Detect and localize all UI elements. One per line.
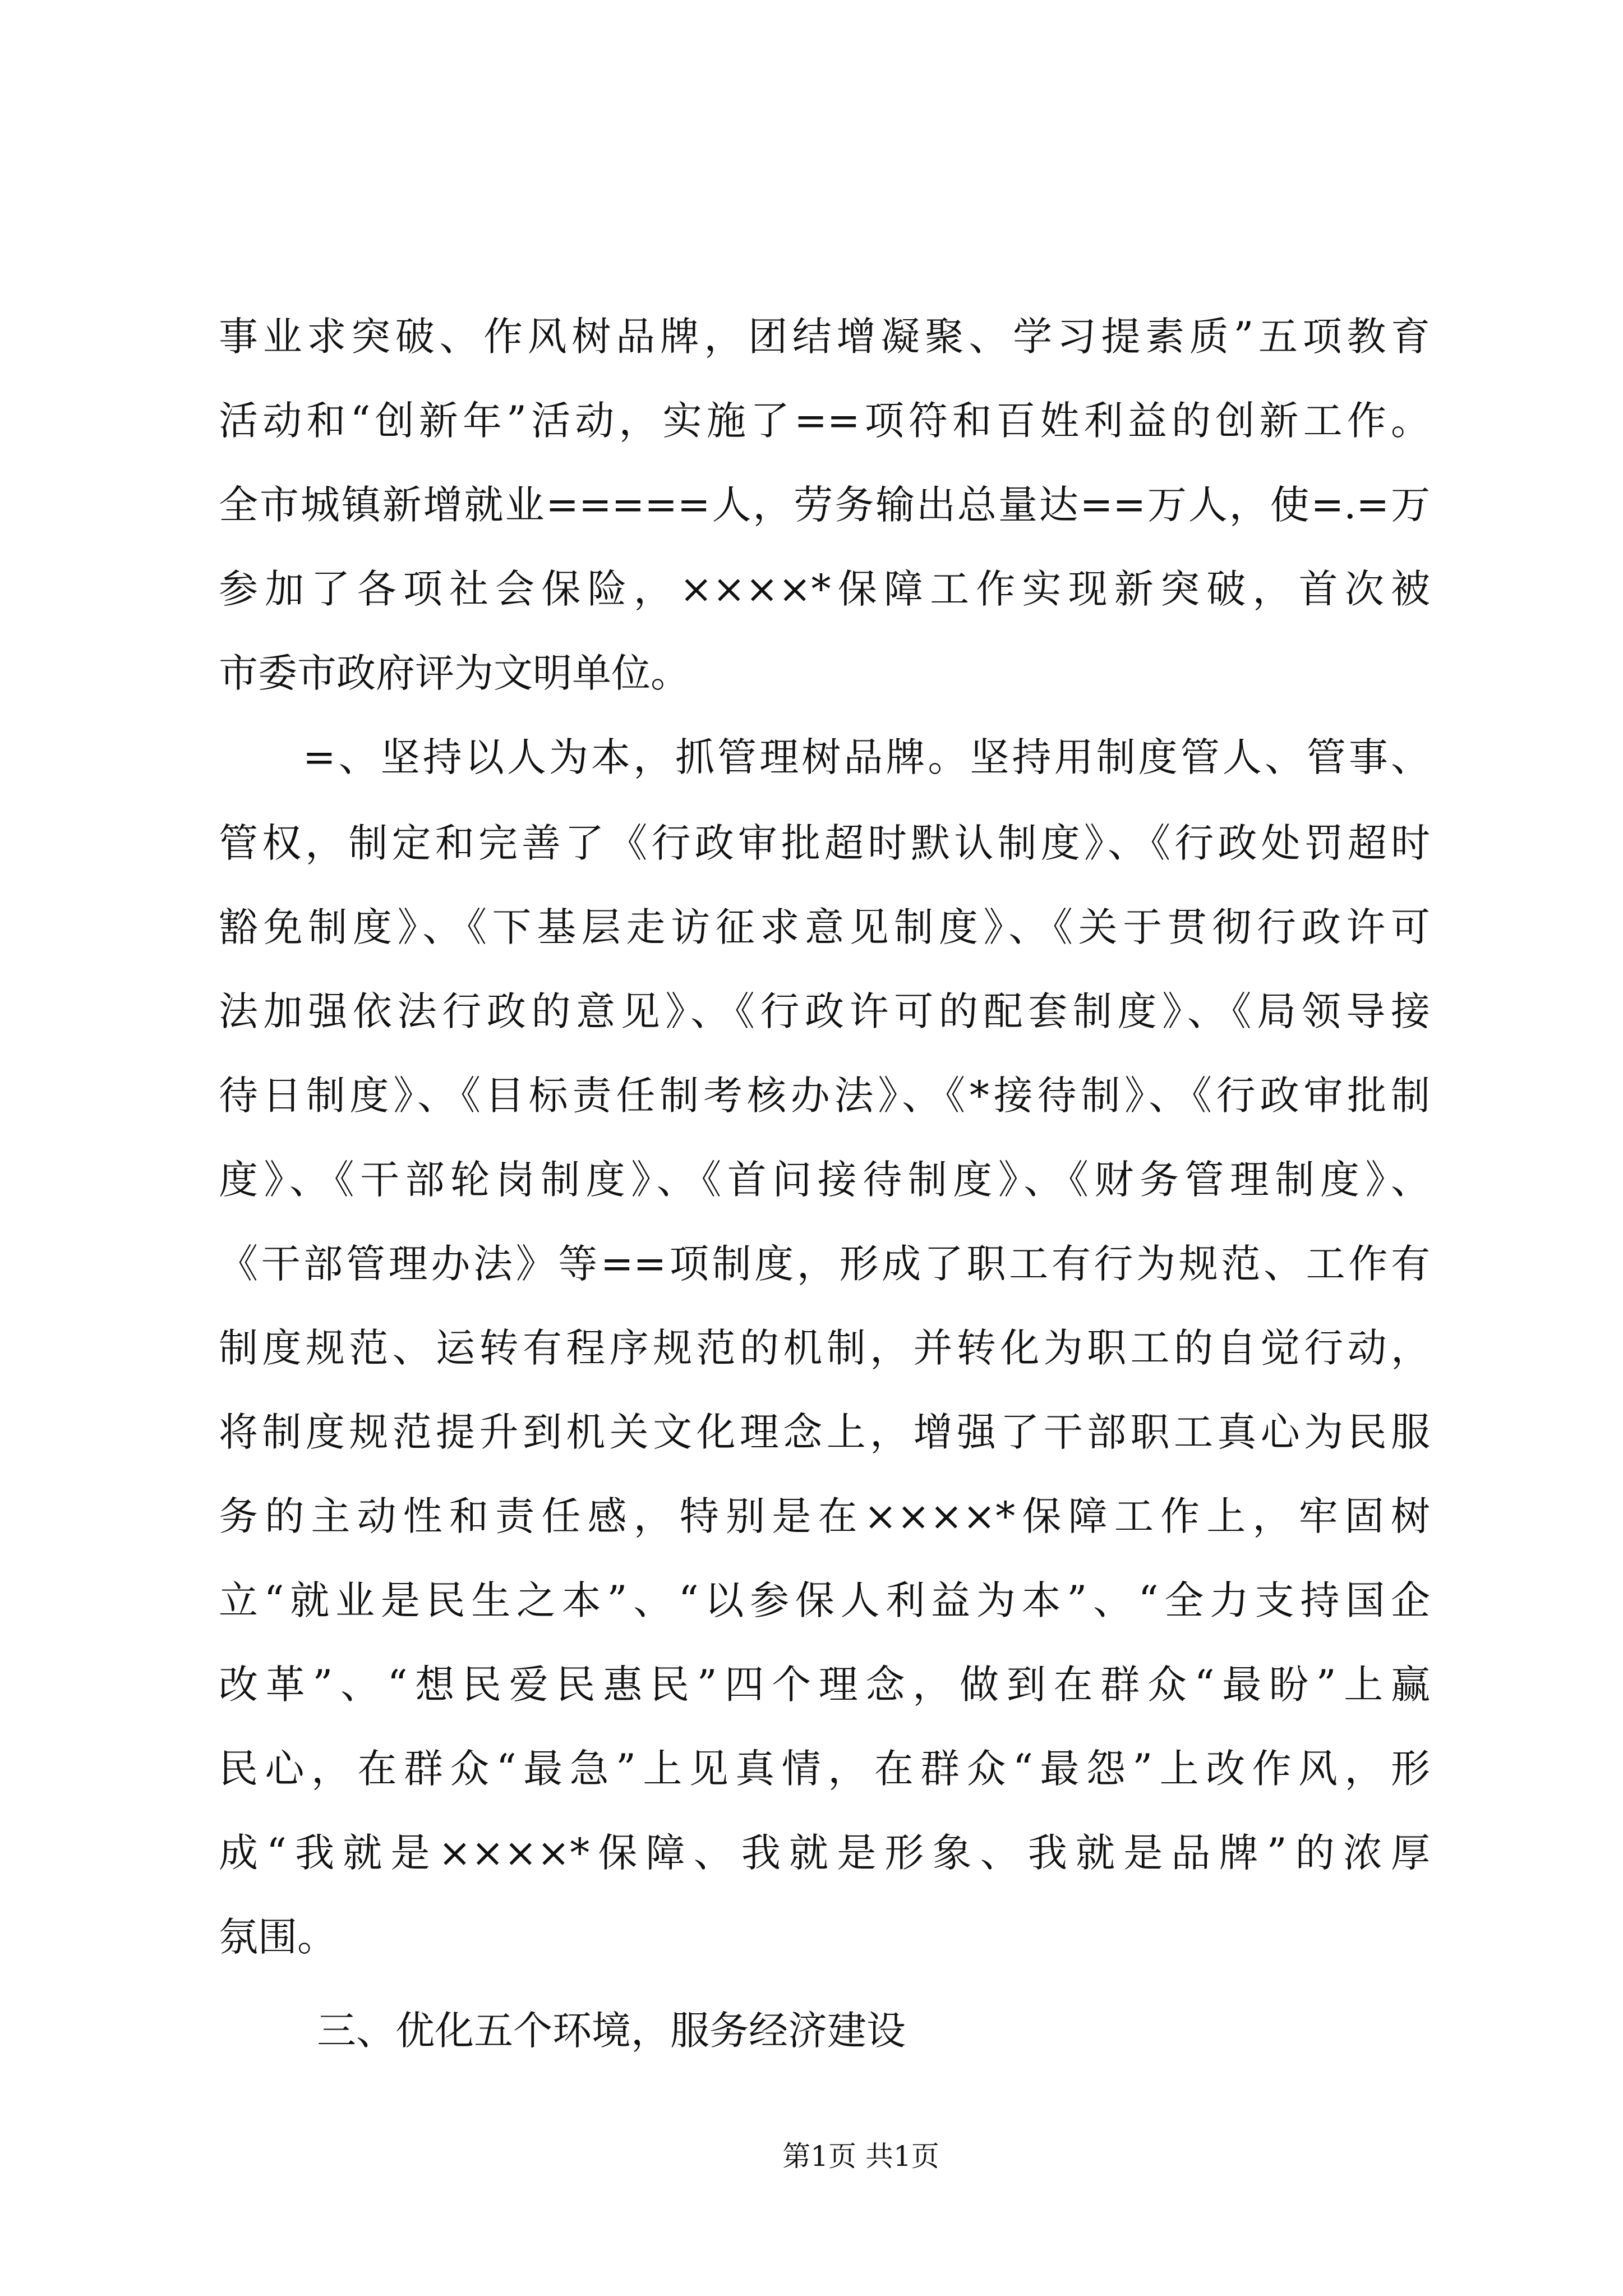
page-footer: 第1页 共1页 [782,2140,939,2173]
text-line: 将制度规范提升到机关文化理念上，增强了干部职工真心为民服 [219,1409,1430,1455]
text-line: 改革”、“想民爱民惠民”四个理念，做到在群众“最盼”上赢 [219,1662,1430,1708]
text-line: 参加了各项社会保险，××××*保障工作实现新突破，首次被 [219,566,1430,612]
text-line: 《干部管理办法》等==项制度，形成了职工有行为规范、工作有 [219,1241,1430,1287]
text-line: 活动和“创新年”活动，实施了==项符和百姓利益的创新工作。 [219,398,1430,444]
text-line: 务的主动性和责任感，特别是在××××*保障工作上，牢固树 [219,1493,1430,1539]
text-line: 制度规范、运转有程序规范的机制，并转化为职工的自觉行动， [219,1325,1430,1371]
text-line: 立“就业是民生之本”、“以参保人利益为本”、“全力支持国企 [219,1577,1430,1623]
text-line: 豁免制度》、《下基层走访征求意见制度》、《关于贯彻行政许可 [219,904,1430,950]
text-line: 管权，制定和完善了《行政审批超时默认制度》、《行政处罚超时 [219,820,1430,866]
text-line: 市委市政府评为文明单位。 [219,650,690,696]
text-line: 氛围。 [219,1914,336,1960]
text-line: 待日制度》、《目标责任制考核办法》、《*接待制》、《行政审批制 [219,1073,1430,1119]
text-line: 法加强依法行政的意见》、《行政许可的配套制度》、《局领导接 [219,988,1430,1034]
section-heading-line: =、坚持以人为本，抓管理树品牌。坚持用制度管人、管事、 [303,734,1430,780]
text-line: 事业求突破、作风树品牌，团结增凝聚、学习提素质”五项教育 [219,314,1430,360]
text-line: 全市城镇新增就业=====人，劳务输出总量达==万人，使=.=万 [219,482,1430,528]
section-heading-line: 三、优化五个环境，服务经济建设 [317,2008,906,2054]
text-line: 民心，在群众“最急”上见真情，在群众“最怨”上改作风，形 [219,1746,1430,1792]
text-line: 成“我就是××××*保障、我就是形象、我就是品牌”的浓厚 [219,1830,1430,1876]
text-line: 度》、《干部轮岗制度》、《首问接待制度》、《财务管理制度》、 [219,1157,1430,1203]
